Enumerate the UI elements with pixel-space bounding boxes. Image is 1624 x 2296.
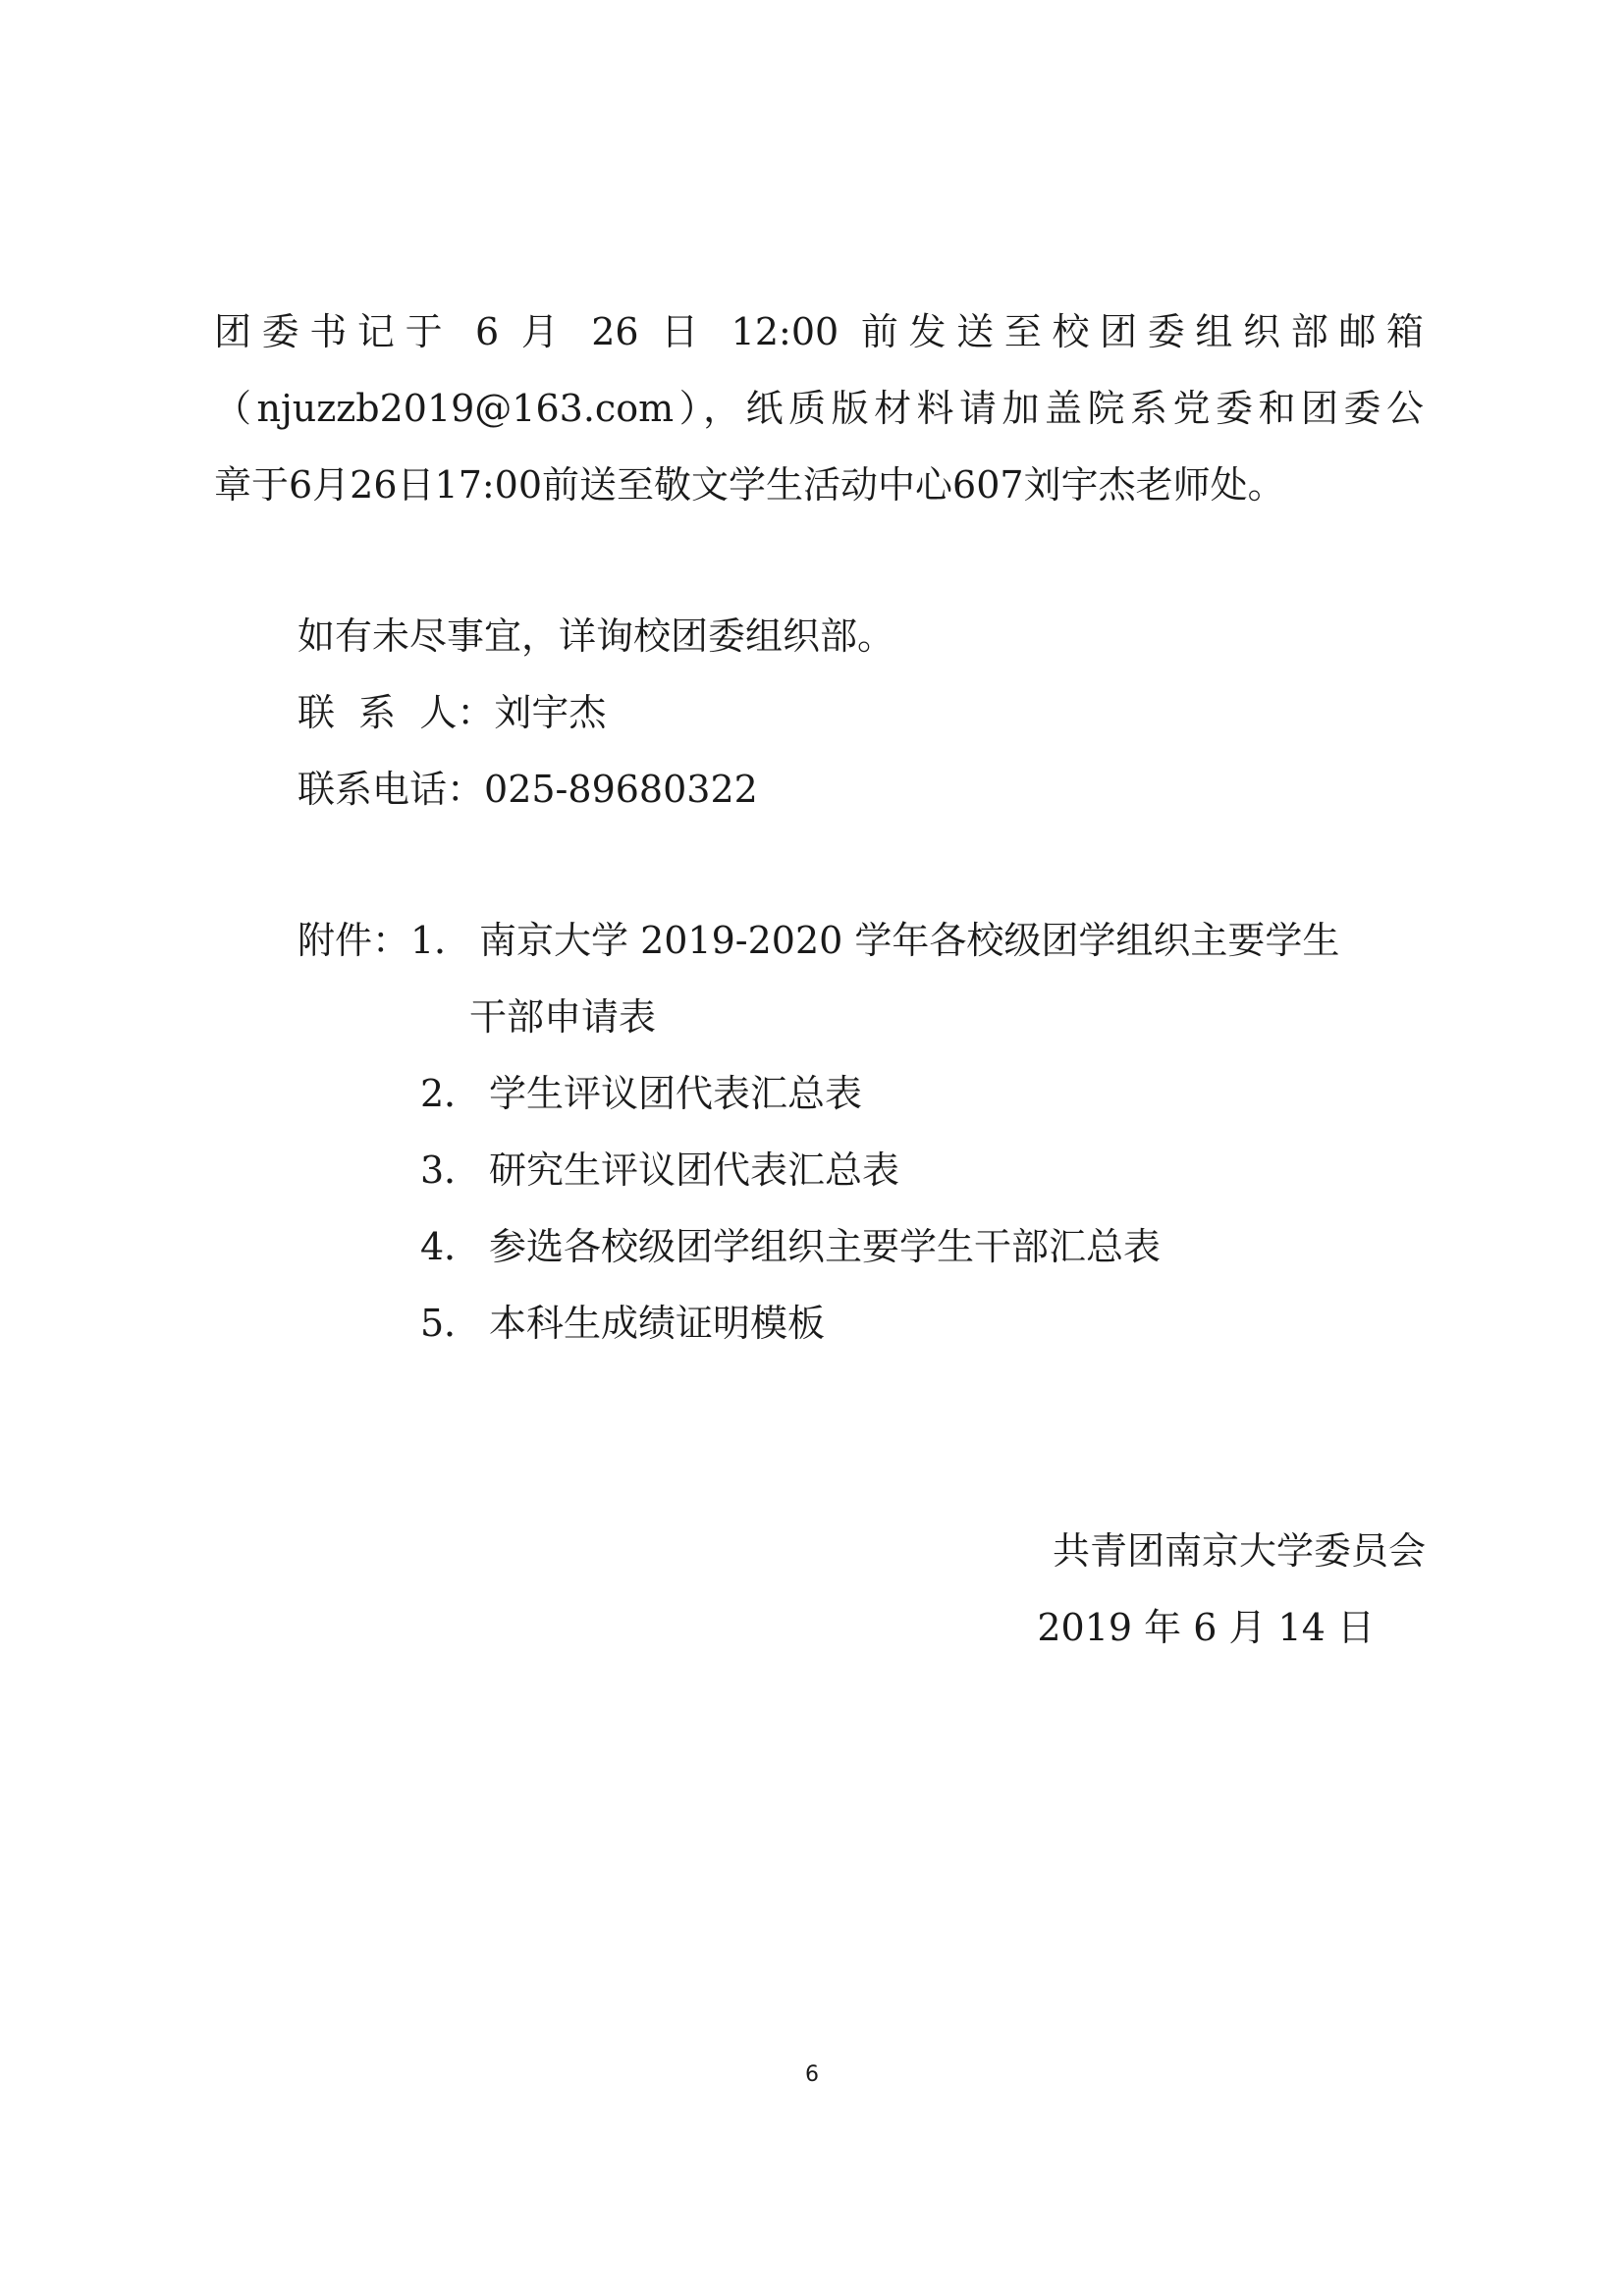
attachments-label: 附件： (298, 919, 410, 962)
contact-person-label: 联 系 人： (298, 691, 495, 734)
attachment-item-3-text: 研究生评议团代表汇总表 (489, 1148, 900, 1192)
body-line-1: 团委书记于 6 月 26 日 12:00 前发送至校团委组织部邮箱 (214, 310, 1424, 353)
attachment-item-1-text: 南京大学 2019-2020 学年各校级团学组织主要学生 (479, 919, 1340, 962)
attachment-item-5-text: 本科生成绩证明模板 (489, 1302, 826, 1345)
attachment-item-4-text: 参选各校级团学组织主要学生干部汇总表 (489, 1225, 1162, 1268)
contact-phone-label: 联系电话： (298, 768, 485, 811)
contact-person-name: 刘宇杰 (494, 691, 607, 734)
attachment-item-3-number: 3． (420, 1148, 482, 1192)
contact-phone-row (298, 766, 758, 813)
body-line-3: 章于6月26日17:00前送至敬文学生活动中心607刘宇杰老师处。 (214, 463, 1285, 507)
attachment-item-5-number: 5． (420, 1302, 482, 1345)
issue-date: 2019 年 6 月 14 日 (1037, 1606, 1375, 1649)
contact-phone-number: 025-89680322 (484, 768, 758, 811)
attachment-item-1-text-continued: 干部申请表 (469, 995, 657, 1039)
body-line-2: （njuzzb2019@163.com），纸质版材料请加盖院系党委和团委公 (214, 387, 1424, 430)
contact-person-row (298, 689, 606, 736)
attachment-item-1-number: 1． (410, 919, 472, 962)
attachment-item-2-number: 2． (420, 1072, 482, 1115)
inquiry-note: 如有未尽事宜，详询校团委组织部。 (298, 614, 895, 658)
attachment-item-4-number: 4． (420, 1225, 482, 1268)
attachment-item-2-text: 学生评议团代表汇总表 (489, 1072, 863, 1115)
page-number: 6 (805, 2062, 819, 2087)
issuing-organization: 共青团南京大学委员会 (1052, 1529, 1426, 1573)
